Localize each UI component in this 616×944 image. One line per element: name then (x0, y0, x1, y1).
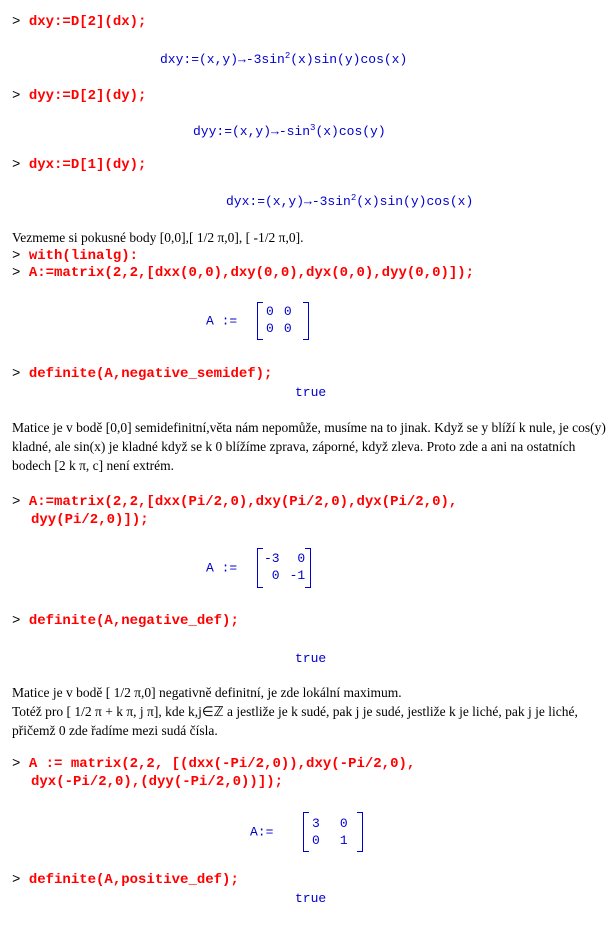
command-text: A := matrix(2,2, [(dxx(-Pi/2,0)),dxy(-Pi/2,0), (28, 756, 416, 772)
input-line-with-linalg[interactable]: > with(linalg): (12, 248, 139, 264)
matrix-output-3 (250, 812, 370, 852)
command-text: definite(A,positive_def); (28, 872, 239, 888)
input-line-dyy[interactable]: > dyy:=D[2](dy); (12, 88, 147, 104)
command-text: dyx(-Pi/2,0),(dyy(-Pi/2,0))]); (31, 774, 284, 790)
text-test-points: Vezmeme si pokusné body [0,0],[ 1/2 π,0], [ -1/2 π,0]. (12, 230, 304, 245)
left-bracket (303, 812, 309, 852)
matrix-cells: 3 0 0 1 (312, 816, 348, 848)
input-line-dyx[interactable]: > dyx:=D[1](dy); (12, 157, 147, 173)
output-dxy: $dxy:=(x,y)\to-3\sin^2(x)\sin(y)\cos(x)$ (160, 51, 408, 67)
input-line-matrix-minus-pi2-cont[interactable] (31, 774, 283, 790)
text-general-points: Totéž pro [ 1/2 π + k π, j π], kde k,j∈ℤ a jestliže je k sudé, pak j je sudé, jestliže k je liché, pak j je liché, přičemž 0 zde řadíme mezi sudá čísla. (12, 704, 578, 738)
output-dyy: $dyy:=(x,y)\to-\sin^3(x)\cos(y)$ (193, 123, 386, 139)
input-line-definite-negdef[interactable]: > definite(A,negative_def); (12, 613, 239, 629)
right-bracket (303, 302, 309, 340)
result-true-1: true (295, 385, 327, 400)
matrix-output-2 (206, 548, 316, 588)
command-text: definite(A,negative_semidef); (28, 366, 273, 382)
input-line-definite-semidef[interactable]: > definite(A,negative_semidef); (12, 366, 273, 382)
left-bracket (257, 548, 263, 588)
command-text: dyy:=D[2](dy); (28, 88, 147, 104)
result-true-2: true (295, 651, 327, 666)
command-text: A:=matrix(2,2,[dxx(Pi/2,0),dxy(Pi/2,0),dyx(Pi/2,0), (28, 494, 458, 510)
command-text: with(linalg): (28, 248, 139, 264)
input-line-matrix-minus-pi2[interactable]: > A := matrix(2,2, [(dxx(-Pi/2,0)),dxy(-Pi/2,0), (12, 756, 416, 772)
matrix-label: A := (206, 560, 238, 576)
command-text: A:=matrix(2,2,[dxx(0,0),dxy(0,0),dyx(0,0),dyy(0,0)]); (28, 265, 475, 281)
text-semidefinite-explanation: Matice je v bodě [0,0] semidefinitní,věta nám nepomůže, musíme na to jinak. Když se y blíží k nule, je cos(y) kladné, ale sin(x) je kladné když se k 0 blížíme zprava, záporné, když zleva. Proto zde a ani na ostatních bodech [2 k π, c] není extrém. (12, 420, 606, 473)
left-bracket (257, 302, 263, 340)
input-line-dxy[interactable]: > dxy:=D[2](dx); (12, 14, 147, 30)
right-bracket (357, 812, 363, 852)
text-local-maximum: Matice je v bodě [ 1/2 π,0] negativně definitní, je zde lokální maximum. (12, 685, 402, 700)
matrix-label: A:= (250, 824, 274, 840)
right-bracket (305, 548, 311, 588)
command-text: dyy(Pi/2,0)]); (31, 512, 149, 528)
input-line-matrix-pi2[interactable]: > A:=matrix(2,2,[dxx(Pi/2,0),dxy(Pi/2,0),dyx(Pi/2,0), (12, 494, 458, 510)
result-true-3: true (295, 891, 327, 906)
input-line-matrix-pi2-cont[interactable] (31, 512, 149, 528)
output-dyx: $dyx:=(x,y)\to-3\sin^2(x)\sin(y)\cos(x)$ (226, 193, 474, 209)
matrix-cells: -3 0 0 -1 (264, 551, 306, 583)
matrix-label: A := (206, 313, 238, 329)
command-text: definite(A,negative_def); (28, 613, 239, 629)
command-text: dyx:=D[1](dy); (28, 157, 147, 173)
matrix-output-1 (206, 302, 316, 340)
input-line-matrix-00[interactable]: > A:=matrix(2,2,[dxx(0,0),dxy(0,0),dyx(0,0),dyy(0,0)]); (12, 265, 475, 281)
input-line-definite-posdef[interactable]: > definite(A,positive_def); (12, 872, 239, 888)
matrix-cells: 0 0 0 0 (266, 304, 292, 336)
command-text: dxy:=D[2](dx); (28, 14, 147, 30)
